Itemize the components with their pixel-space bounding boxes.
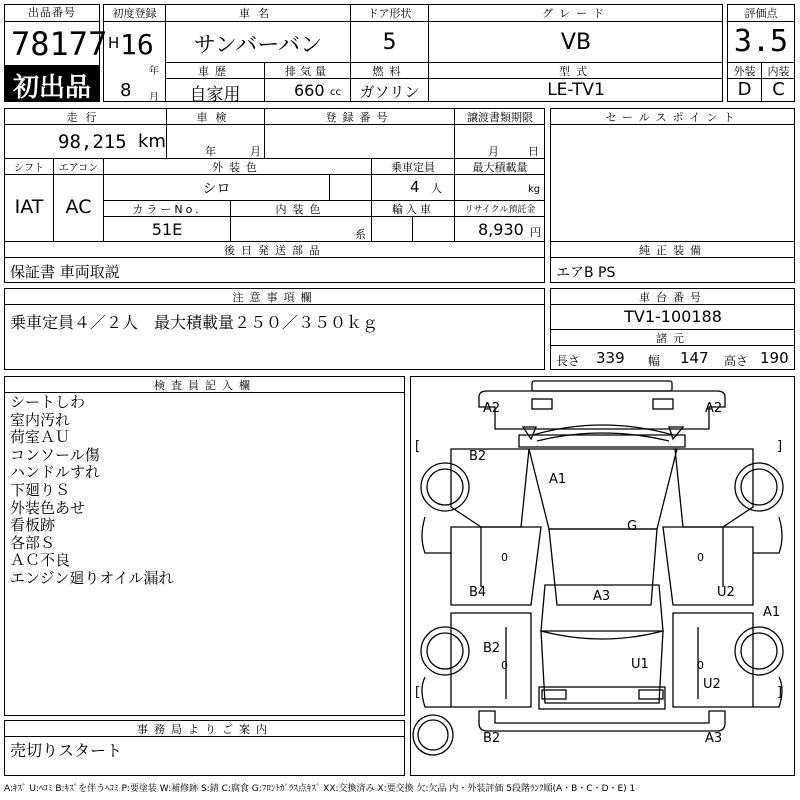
list-item: 外装色あせ (10, 498, 86, 517)
car-name: サンバーバン (193, 33, 323, 58)
notes-label: 注意事項欄 (232, 291, 318, 304)
damage-mark-u1-rear: U1 (631, 657, 649, 672)
displacement: 660 (294, 81, 325, 100)
reg-year-unit: 年 (149, 66, 159, 77)
bracket-close-bottom: ] (777, 685, 783, 700)
load-unit: kg (528, 184, 541, 195)
inspector-label: 検査員記入欄 (154, 379, 256, 392)
car-name-label: 車名 (239, 7, 277, 20)
reg-year: 16 (120, 28, 154, 61)
era: H (108, 34, 120, 52)
width: 147 (680, 349, 709, 367)
mileage-label: 走行 (66, 111, 105, 124)
int-grade: C (772, 79, 785, 100)
lot-box (4, 4, 108, 103)
mileage-unit: km (138, 131, 166, 152)
list-item: 荷室ＡＵ (10, 428, 71, 447)
displacement-unit: cc (330, 87, 341, 98)
circle-mark-right-rear: 0 (697, 659, 704, 672)
ac-label: エアコン (58, 163, 99, 174)
equip-label: 純正装備 (639, 244, 707, 257)
score: 3.5 (733, 24, 789, 59)
fuel-label: 燃料 (372, 65, 407, 78)
capacity: 4 (410, 178, 420, 196)
shift-label: シフト (14, 163, 44, 174)
damage-mark-u2-right: U2 (717, 585, 735, 600)
office-label: 事務局よりご案内 (137, 723, 273, 736)
width-label: 幅 (648, 354, 661, 368)
recycle-unit: 円 (530, 226, 541, 239)
damage-mark-b2-bottom: B2 (483, 731, 501, 746)
list-item: エンジン廻りオイル漏れ (10, 568, 174, 587)
equip: エアB PS (556, 265, 616, 281)
import-label: 輸入車 (392, 203, 434, 216)
inspection-year-unit: 年 (205, 145, 216, 158)
office-text: 売切りスタート (10, 741, 123, 760)
doors: 5 (382, 30, 397, 55)
color-no-label: カラーNo. (132, 203, 202, 216)
recycle: 8,930 (478, 220, 524, 239)
displacement-label: 排気量 (285, 65, 330, 78)
grade-label: グレード (542, 7, 610, 20)
history-label: 車歴 (198, 65, 232, 78)
list-item: 室内汚れ (10, 410, 71, 429)
list-item: シートしわ (10, 393, 86, 411)
int-color-label: 内装色 (275, 203, 327, 216)
damage-mark-a3-center: A3 (593, 589, 611, 604)
reg-month-unit: 月 (149, 92, 159, 103)
int-color-unit: 系 (355, 228, 366, 241)
list-item: 各部Ｓ (10, 533, 56, 552)
list-item: ＡＣ不良 (10, 551, 71, 570)
damage-mark-a2-right: A2 (705, 401, 723, 416)
circle-mark-left: 0 (501, 551, 508, 564)
ext-grade: D (737, 79, 752, 100)
load-label: 最大積載量 (472, 161, 528, 174)
height-label: 高さ (724, 354, 749, 368)
damage-mark-a2-left: A2 (483, 401, 501, 416)
bracket-open-bottom: [ (415, 685, 421, 700)
shift: IAT (14, 196, 44, 218)
damage-mark-a1-windshield: A1 (549, 472, 567, 487)
inspector-list (10, 394, 174, 588)
fuel: ガソリン (359, 83, 420, 101)
mileage: 98,215 (58, 131, 127, 153)
height: 190 (760, 349, 789, 367)
transfer-month-unit: 月 (488, 145, 499, 158)
circle-mark-left-rear: 0 (501, 659, 508, 672)
ac: AC (65, 196, 92, 218)
list-item: ハンドルすれ (10, 463, 101, 482)
notes-text: 乗車定員４／２人 最大積載量２５０／３５０ｋｇ (10, 313, 379, 332)
capacity-label: 乗車定員 (391, 161, 435, 174)
damage-mark-a1-right: A1 (763, 605, 781, 620)
lot-label: 出品番号 (5, 5, 99, 22)
vehicle-diagram (410, 376, 795, 776)
damage-mark-u2-rear: U2 (703, 677, 721, 692)
transfer-day-unit: 日 (528, 145, 539, 158)
damage-mark-b4-left: B4 (469, 585, 487, 600)
int-label: 内装 (767, 65, 790, 78)
sales-points-label: セールスポイント (605, 111, 741, 124)
color-no: 51E (151, 220, 183, 239)
chassis-number: TV1-100188 (624, 307, 722, 326)
model: LE-TV1 (547, 80, 605, 100)
list-item: 下廻りＳ (10, 480, 71, 499)
list-item: 看板跡 (10, 516, 56, 535)
length-label: 長さ (556, 354, 581, 368)
length: 339 (596, 349, 625, 367)
reg-month: 8 (120, 80, 132, 101)
door-label: ドア形状 (367, 7, 412, 20)
recycle-label: リサイクル預託金 (464, 205, 536, 215)
grade: VB (560, 30, 592, 55)
later-label: 後日発送部品 (224, 244, 326, 257)
bracket-open-top: [ (415, 439, 421, 454)
history: 自家用 (189, 85, 241, 105)
damage-mark-b2-front: B2 (469, 449, 487, 464)
inspection-label: 車検 (196, 111, 235, 124)
color-label: 外装色 (212, 161, 263, 174)
first-reg-label: 初度登録 (112, 7, 157, 20)
transfer-label: 譲渡書類期限 (467, 111, 533, 124)
model-label: 型式 (559, 65, 593, 78)
reg-num-label: 登録番号 (325, 111, 394, 124)
capacity-unit: 人 (431, 182, 442, 195)
damage-mark-b2-rear: B2 (483, 641, 501, 656)
circle-mark-right: 0 (697, 551, 704, 564)
legend: A:ｷｽﾞ U:ﾍｺﾐ B:ｷｽﾞを伴うﾍｺﾐ P:要塗装 W:補修跡 S:錆 C:腐食 G:ﾌﾛﾝﾄｶﾞﾗｽ点ｷｽﾞ XX:交換済み X:要交換 欠:欠品 内・外装評価 5段階ﾗﾝｸ順(A・B・C・D・E) 1 (4, 784, 636, 794)
first-listing-text: 初出品 (13, 73, 92, 103)
chassis-label: 車台番号 (639, 291, 707, 304)
ext-label: 外装 (733, 65, 756, 78)
damage-mark-g-roof: G (627, 519, 638, 534)
vehicle-outline (411, 377, 794, 775)
damage-mark-a3-bottom: A3 (705, 731, 723, 746)
bracket-close-top: ] (777, 439, 783, 454)
later: 保証書 車両取説 (10, 263, 120, 281)
inspection-month-unit: 月 (250, 145, 261, 158)
dims-label: 諸元 (656, 332, 690, 345)
list-item: コンソール傷 (10, 445, 100, 464)
color: シロ (202, 181, 231, 197)
lot-number: 78177 (11, 25, 108, 63)
score-label: 評価点 (744, 7, 778, 20)
